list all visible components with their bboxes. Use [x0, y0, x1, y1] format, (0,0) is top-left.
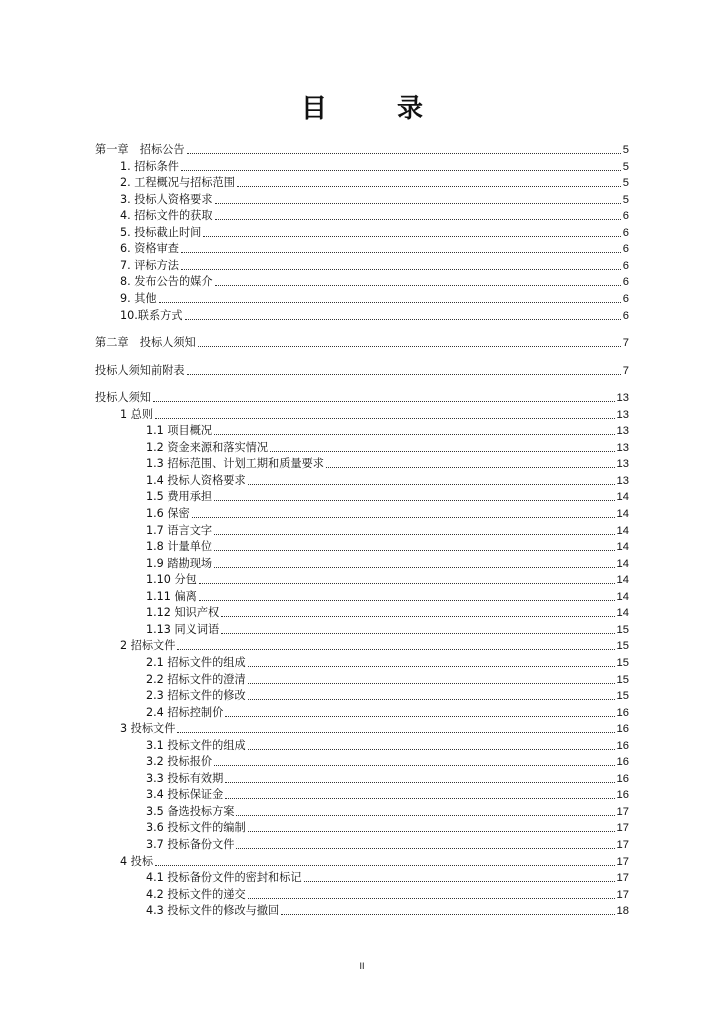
dot-leader: [281, 913, 614, 915]
toc-entry-label: 10.联系方式: [120, 308, 183, 322]
toc-entry[interactable]: [146, 836, 629, 852]
toc-entry-page: 14: [616, 508, 629, 520]
toc-entry-label: 第二章 投标人须知: [95, 336, 196, 350]
toc-entry-page: 14: [616, 541, 629, 554]
toc-entry[interactable]: [146, 555, 629, 571]
toc-entry-page: 15: [616, 673, 629, 686]
toc-entry[interactable]: [120, 224, 629, 240]
toc-entry-page: 14: [616, 607, 629, 620]
dot-leader: [199, 599, 615, 601]
dot-leader: [248, 665, 615, 667]
toc-entry[interactable]: [146, 455, 629, 471]
toc-entry-page: 15: [616, 690, 629, 703]
toc-entry-label: 2. 工程概况与招标范围: [120, 176, 235, 190]
toc-entry-label: 1. 招标条件: [120, 159, 179, 173]
dot-leader: [214, 533, 614, 535]
toc-entry[interactable]: [120, 174, 629, 190]
toc-entry[interactable]: [146, 770, 629, 786]
toc-entry[interactable]: [146, 819, 629, 835]
toc-entry[interactable]: [120, 720, 629, 736]
toc-entry-label: 1.12 知识产权: [146, 606, 220, 620]
toc-entry-page: 7: [622, 337, 629, 350]
toc-entry-label: 3.1 投标文件的组成: [146, 738, 246, 752]
toc-entry-page: 16: [616, 772, 629, 785]
dot-leader: [155, 864, 614, 866]
toc-entry[interactable]: [146, 488, 629, 504]
toc-entry-page: 18: [616, 905, 629, 918]
dot-leader: [177, 648, 614, 650]
toc-entry-page: 5: [622, 144, 629, 156]
toc-entry-label: 投标人须知前附表: [95, 363, 185, 377]
toc-entry[interactable]: [146, 671, 629, 687]
dot-leader: [225, 781, 614, 783]
toc-entry-label: 投标人须知: [95, 391, 151, 405]
toc-entry-label: 3.2 投标报价: [146, 755, 213, 769]
dot-leader: [192, 516, 615, 518]
toc-entry-page: 6: [622, 210, 629, 223]
toc-entry-label: 4.2 投标文件的递交: [146, 887, 246, 901]
dot-leader: [248, 483, 615, 485]
toc-entry[interactable]: [146, 422, 629, 438]
toc-entry[interactable]: [146, 704, 629, 720]
page-number: II: [359, 961, 365, 971]
toc-entry[interactable]: [120, 307, 629, 323]
toc-entry-page: 16: [616, 723, 629, 736]
toc-entry-page: 5: [622, 160, 629, 173]
toc-entry[interactable]: [146, 753, 629, 769]
dot-leader: [236, 847, 614, 849]
dot-leader: [214, 566, 614, 568]
dot-leader: [199, 582, 615, 584]
dot-leader: [248, 897, 615, 899]
toc-entry[interactable]: [146, 522, 629, 538]
toc-entry-page: 16: [616, 756, 629, 769]
toc-entry-page: 13: [616, 458, 629, 471]
dot-leader: [187, 152, 621, 154]
dot-leader: [159, 301, 621, 303]
toc-entry-page: 6: [622, 243, 629, 256]
toc-entry-label: 1.13 同义词语: [146, 622, 220, 636]
toc-entry-page: 14: [616, 574, 629, 587]
toc-entry-label: 3.6 投标文件的编制: [146, 821, 246, 835]
toc-entry[interactable]: [146, 588, 629, 604]
toc-entry-page: 6: [622, 309, 629, 322]
dot-leader: [248, 698, 615, 700]
dot-leader: [153, 400, 615, 402]
dot-leader: [177, 731, 614, 733]
toc-entry-label: 4 投标: [120, 854, 154, 868]
toc-entry-label: 2.1 招标文件的组成: [146, 655, 246, 669]
dot-leader: [225, 715, 614, 717]
toc-entry-label: 5. 投标截止时间: [120, 225, 202, 239]
toc-entry-label: 3.4 投标保证金: [146, 788, 224, 802]
toc-entry-page: 14: [616, 557, 629, 570]
toc-entry-page: 17: [616, 822, 629, 835]
dot-leader: [181, 169, 621, 171]
dot-leader: [221, 615, 614, 617]
toc-entry-page: 17: [616, 855, 629, 868]
dot-leader: [203, 235, 620, 237]
toc-entry-label: 4.1 投标备份文件的密封和标记: [146, 871, 302, 885]
toc-entry-page: 6: [622, 276, 629, 289]
toc-entry[interactable]: [146, 571, 629, 587]
dot-leader: [187, 373, 621, 375]
toc-entry-page: 13: [616, 425, 629, 438]
dot-leader: [248, 682, 615, 684]
toc-entry-page: 17: [616, 888, 629, 901]
toc-entry-label: 2.4 招标控制价: [146, 705, 224, 719]
toc-entry-page: 17: [616, 805, 629, 818]
dot-leader: [236, 814, 614, 816]
toc-entry-label: 4. 招标文件的获取: [120, 209, 213, 223]
toc-entry-label: 1.7 语言文字: [146, 523, 213, 537]
toc-entry[interactable]: [120, 240, 629, 256]
dot-leader: [215, 202, 621, 204]
toc-entry[interactable]: [95, 334, 629, 350]
toc-entry[interactable]: [146, 786, 629, 802]
toc-entry-page: 17: [616, 872, 629, 885]
dot-leader: [248, 830, 615, 832]
dot-leader: [237, 185, 621, 187]
toc-entry[interactable]: [120, 207, 629, 223]
toc-entry-page: 16: [616, 706, 629, 719]
dot-leader: [215, 218, 621, 220]
dot-leader: [225, 797, 614, 799]
toc-entry-label: 第一章 招标公告: [95, 143, 185, 156]
toc-entry[interactable]: [146, 505, 629, 521]
toc-entry-page: 6: [622, 226, 629, 239]
toc-entry[interactable]: [120, 853, 629, 869]
dot-leader: [304, 880, 615, 882]
toc-entry-label: 1.2 资金来源和落实情况: [146, 440, 269, 454]
dot-leader: [270, 450, 615, 452]
dot-leader: [214, 764, 614, 766]
toc-entry-label: 3.5 备选投标方案: [146, 804, 235, 818]
toc-entry[interactable]: [120, 637, 629, 653]
toc-entry-label: 1.8 计量单位: [146, 540, 213, 554]
toc-entry[interactable]: [146, 687, 629, 703]
dot-leader: [215, 284, 621, 286]
toc-entry-label: 4.3 投标文件的修改与撤回: [146, 904, 280, 918]
dot-leader: [181, 268, 621, 270]
dot-leader: [214, 433, 614, 435]
page-title: 目 录: [300, 94, 445, 124]
toc-entry-page: 13: [616, 392, 629, 405]
toc-entry-page: 14: [616, 590, 629, 603]
toc-entry[interactable]: [146, 737, 629, 753]
toc-entry-label: 2.3 招标文件的修改: [146, 689, 246, 703]
toc-entry-label: 1.1 项目概况: [146, 424, 213, 438]
toc-entry-page: 7: [622, 364, 629, 377]
toc-entry[interactable]: [120, 158, 629, 174]
toc-entry[interactable]: [120, 257, 629, 273]
toc-entry-label: 1.5 费用承担: [146, 490, 213, 504]
dot-leader: [155, 417, 614, 419]
toc-entry-page: 16: [616, 739, 629, 752]
toc-entry-label: 1 总则: [120, 407, 154, 421]
toc-entry-label: 6. 资格审查: [120, 242, 179, 256]
toc-entry-page: 6: [622, 292, 629, 305]
toc-entry-page: 5: [622, 177, 629, 190]
toc-entry-page: 17: [616, 839, 629, 851]
toc-entry[interactable]: [146, 869, 629, 885]
toc-entry[interactable]: [95, 141, 629, 157]
toc-entry-page: 15: [616, 623, 629, 636]
toc-entry-page: 13: [616, 408, 629, 421]
toc-entry-page: 16: [616, 789, 629, 802]
toc-entry-page: 6: [622, 259, 629, 272]
toc-entry[interactable]: [120, 290, 629, 306]
toc-entry-page: 14: [616, 491, 629, 504]
toc-entry-label: 1.4 投标人资格要求: [146, 473, 246, 487]
toc-entry-label: 2.2 招标文件的澄清: [146, 672, 246, 686]
toc-entry-label: 8. 发布公告的媒介: [120, 275, 213, 289]
toc-entry-page: 14: [616, 524, 629, 537]
toc-entry-label: 1.10 分包: [146, 573, 197, 587]
toc-entry-label: 7. 评标方法: [120, 258, 179, 272]
toc-entry[interactable]: [146, 803, 629, 819]
dot-leader: [221, 632, 614, 634]
toc-entry-label: 3 投标文件: [120, 722, 176, 736]
toc-entry[interactable]: [120, 406, 629, 422]
toc-entry-label: 3. 投标人资格要求: [120, 192, 213, 206]
toc-entry-page: 15: [616, 640, 629, 653]
toc-entry[interactable]: [146, 621, 629, 637]
toc-entry-label: 3.3 投标有效期: [146, 771, 224, 785]
toc-entry-label: 2 招标文件: [120, 639, 176, 653]
toc-entry-page: 5: [622, 193, 629, 206]
dot-leader: [214, 499, 614, 501]
toc-entry-label: 9. 其他: [120, 291, 157, 305]
dot-leader: [181, 251, 621, 253]
toc-entry-label: 1.3 招标范围、计划工期和质量要求: [146, 457, 324, 471]
dot-leader: [185, 318, 621, 320]
toc-entry[interactable]: [146, 902, 629, 918]
toc-entry[interactable]: [146, 439, 629, 455]
toc-entry[interactable]: [146, 472, 629, 488]
toc-entry[interactable]: [146, 886, 629, 902]
toc-entry-label: 1.6 保密: [146, 507, 190, 520]
toc-entry[interactable]: [95, 389, 629, 405]
toc-entry-page: 13: [616, 441, 629, 454]
toc-entry[interactable]: [120, 273, 629, 289]
toc-entry-page: 13: [616, 474, 629, 487]
dot-leader: [214, 549, 614, 551]
toc-entry[interactable]: [146, 654, 629, 670]
toc-entry[interactable]: [95, 362, 629, 378]
dot-leader: [248, 748, 615, 750]
dot-leader: [198, 345, 621, 347]
toc-entry-label: 1.11 偏离: [146, 589, 197, 603]
toc-entry[interactable]: [120, 191, 629, 207]
toc-entry-label: 3.7 投标备份文件: [146, 838, 235, 851]
toc-entry[interactable]: [146, 538, 629, 554]
dot-leader: [326, 466, 615, 468]
toc-entry[interactable]: [146, 604, 629, 620]
toc-entry-label: 1.9 踏勘现场: [146, 556, 213, 570]
toc-entry-page: 15: [616, 656, 629, 669]
